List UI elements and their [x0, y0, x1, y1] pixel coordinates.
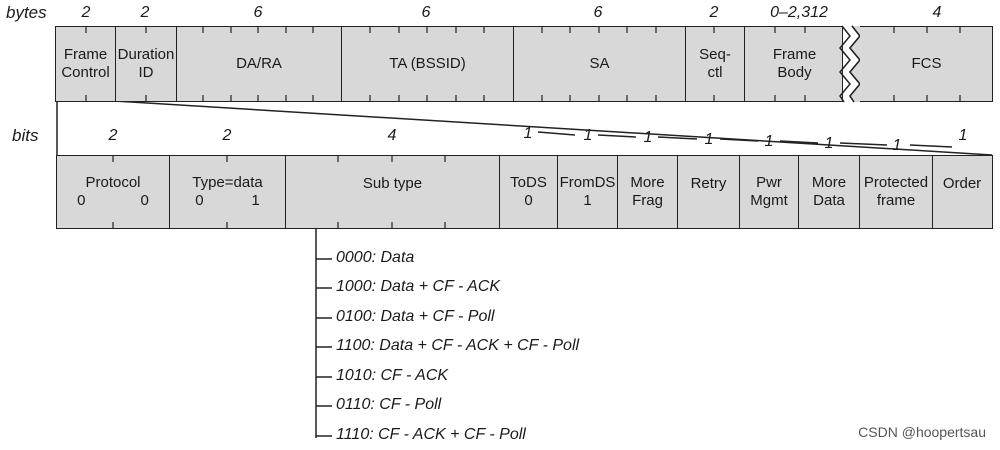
- field-ta-bssid: [342, 27, 514, 101]
- byte-size-da: 6: [253, 4, 263, 21]
- bit-size-retry: 1: [704, 131, 714, 148]
- subtype-item: 1010: CF - ACK: [336, 367, 449, 384]
- bit-size-moredata: 1: [824, 135, 834, 152]
- field-label: ctl: [707, 64, 723, 81]
- bit-subtype: [286, 156, 500, 228]
- bit-value: 1: [583, 192, 592, 209]
- field-label: More: [630, 174, 665, 191]
- bit-size-fromds: 1: [583, 127, 593, 144]
- subtype-item: 1110: CF - ACK + CF - Poll: [336, 426, 526, 443]
- field-label: frame: [876, 192, 916, 209]
- field-label: Seq-: [699, 46, 731, 63]
- field-label: SA: [589, 55, 610, 72]
- frame-control-box: [56, 155, 993, 229]
- bit-value: 0: [140, 192, 149, 209]
- bit-size-pwrmgmt: 1: [764, 133, 774, 150]
- bit-order: [933, 156, 991, 228]
- subtype-item: 1000: Data + CF - ACK: [336, 278, 501, 295]
- field-label: TA (BSSID): [389, 55, 466, 72]
- subtype-item: 0100: Data + CF - Poll: [336, 308, 495, 325]
- field-label: Order: [942, 175, 982, 192]
- field-label: Sub type: [362, 175, 423, 192]
- bit-value: 0: [195, 192, 204, 209]
- bytes-label: bytes: [6, 3, 47, 22]
- field-label: Protocol: [85, 174, 141, 191]
- bits-label: bits: [12, 126, 39, 145]
- bit-tods: [500, 156, 558, 228]
- field-label: Control: [61, 64, 110, 81]
- bit-value: 0: [524, 192, 533, 209]
- frame-header-box: [55, 26, 843, 102]
- bit-size-protected: 1: [892, 137, 902, 154]
- byte-size-ta: 6: [421, 4, 431, 21]
- bit-fromds: [558, 156, 618, 228]
- field-label: Type=data: [192, 174, 263, 191]
- field-label: Retry: [690, 175, 727, 192]
- fcs-box: [860, 26, 993, 102]
- bit-more-data: [799, 156, 860, 228]
- bit-size-type: 2: [222, 127, 232, 144]
- field-label: FromDS: [559, 174, 616, 191]
- byte-size-frame-control: 2: [81, 4, 91, 21]
- byte-size-body: 0–2,312: [770, 4, 828, 21]
- field-label: Protected: [863, 174, 929, 191]
- field-label: Frame: [63, 46, 108, 63]
- bit-size-protocol: 2: [108, 127, 118, 144]
- subtype-item: 1100: Data + CF - ACK + CF - Poll: [336, 337, 580, 354]
- watermark: CSDN @hoopertsau: [858, 424, 986, 440]
- field-label: FCS: [911, 55, 942, 72]
- field-frame-control: [56, 27, 116, 101]
- bit-more-frag: [618, 156, 678, 228]
- subtype-item: 0000: Data: [336, 249, 415, 266]
- bit-value: 1: [251, 192, 260, 209]
- field-label: ID: [138, 64, 154, 81]
- bit-retry: [678, 156, 740, 228]
- bit-protected-frame: [860, 156, 933, 228]
- bit-size-order: 1: [958, 127, 968, 144]
- field-label: Frag: [632, 192, 663, 209]
- field-sa: [514, 27, 686, 101]
- field-fcs: [860, 27, 993, 101]
- bit-pwr-mgmt: [740, 156, 799, 228]
- subtype-item: 0110: CF - Poll: [336, 396, 442, 413]
- field-label: Mgmt: [750, 192, 788, 209]
- bit-size-subtype: 4: [387, 127, 397, 144]
- field-label: Pwr: [756, 174, 782, 191]
- bit-protocol: [57, 156, 170, 228]
- byte-size-sa: 6: [593, 4, 603, 21]
- field-label: ToDS: [510, 174, 547, 191]
- byte-size-duration: 2: [140, 4, 150, 21]
- bit-value: 0: [77, 192, 86, 209]
- field-duration-id: [116, 27, 177, 101]
- bit-size-morefrag: 1: [643, 129, 653, 146]
- byte-size-fcs: 4: [932, 4, 942, 21]
- field-label: Data: [813, 192, 845, 209]
- field-label: Duration: [117, 46, 175, 63]
- bit-type: [170, 156, 286, 228]
- byte-size-seqctl: 2: [709, 4, 719, 21]
- field-label: More: [811, 174, 847, 191]
- field-label: Frame: [772, 46, 817, 63]
- field-seq-ctl: [686, 27, 745, 101]
- field-da-ra: [177, 27, 342, 101]
- bit-size-tods: 1: [523, 125, 533, 142]
- field-label: DA/RA: [236, 55, 282, 72]
- field-label: Body: [777, 64, 812, 81]
